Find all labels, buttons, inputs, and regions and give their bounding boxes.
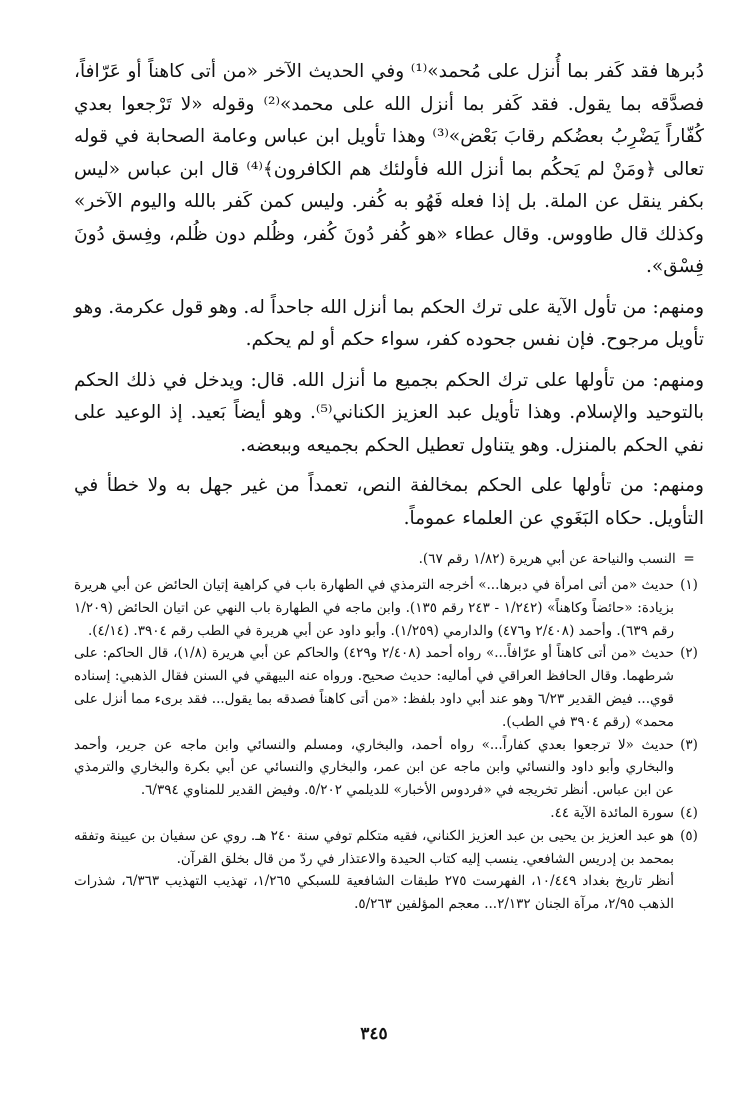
main-text [74,56,704,535]
paragraph-1: دُبرها فقد كَفر بما أُنزل على مُحمد»⁽¹⁾ وفي الحديث الآخر «من أتى كاهناً أو عَرّافاً، فصدَّقه بما يقول. فقد كَفر بما أنزل الله على محمد»⁽²⁾ وقوله «لا تَرْجعوا بعدي كُفّاراً يَضْرِبُ بعضُكم رقابَ بَعْض»⁽³⁾ وهذا تأويل ابن عباس وعامة الصحابة في قوله تعالى ﴿ومَنْ لم يَحكُم بما أنزل الله فأولئك هم الكافرون﴾⁽⁴⁾ قال ابن عباس «ليس بكفر ينقل عن الملة. بل إذا فعله فَهُو به كُفر. وليس كمن كَفر بالله واليوم الآخر» وكذلك قال طاووس. وقال عطاء «هو كُفر دُونَ كُفر، وظُلم دون ظُلم، وفِسق دُونَ فِسْق». [74,61,704,277]
continuation-marker: = [683,551,695,567]
footnote-text: حديث «من أتى كاهناً أو عرّافاً...» رواه أحمد (٢/٤٠٨ و٤٢٩) والحاكم عن أبي هريرة (١/٨)، قال الحاكم: على شرطهما. وقال الحافظ العراقي في أماليه: حديث صحيح. ورواه عنه البيهقي في السنن فقال الذهبي: إسناده قوي... فيض القدير ٦/٢٣ وهو عند أبي داود بلفظ: «من أتى كاهناً فصدقه بما يقول... فقد برىء مما أنزل على محمد» (رقم ٣٩٠٤ في الطب). [74,645,674,730]
paragraph-4: ومنهم: من تأولها على الحكم بمخالفة النص، تعمداً من غير جهل به ولا خطأ في التأويل. حكاه البَغَوي عن العلماء عموماً. [74,475,704,529]
footnote-5 [74,825,704,871]
footnote-2 [74,642,704,733]
footnote-number: (١) [680,577,698,593]
footnote-number: (٥) [680,827,698,844]
paragraph-3: ومنهم: من تأولها على ترك الحكم بجميع ما أنزل الله. قال: ويدخل في ذلك الحكم بالتوحيد والإسلام. وهذا تأويل عبد العزيز الكناني⁽⁵⁾. وهو أيضاً بَعيد. إذ الوعيد على نفي الحكم بالمنزل. وهو يتناول تعطيل الحكم بجميعه وببعضه. [74,369,704,456]
page-content [74,56,704,916]
footnote-number: (٢) [680,645,698,662]
footnotes [74,574,704,916]
footnote-text: سورة المائدة الآية ٤٤. [550,804,674,821]
page-number: ٣٤٥ [360,1024,388,1044]
footnote-number: (٣) [680,736,698,753]
footnote-4 [74,802,704,825]
footnote-continuation [74,549,704,570]
footnote-text: حديث «لا ترجعوا بعدي كفاراً...» رواه أحمد، والبخاري، ومسلم والنسائي وابن ماجه عن جرير، وأحمد والبخاري وأبو داود والنسائي وابن ماجه عن ابن عمر، والبخاري والنسائي عن أبي بكرة والبخاري والترمذي عن ابن عباس. أنظر تخريجه في «فردوس الأخبار» للديلمي ٥/٢٠٢. وفيض القدير للمناوي ٦/٣٩٤. [74,736,674,799]
footnote-3 [74,734,704,802]
paragraph-2: ومنهم: من تأول الآية على ترك الحكم بما أنزل الله جاحداً له. وهو قول عكرمة. وهو تأويل مرجوح. فإن نفس جحوده كفر، سواء حكم أو لم يحكم. [74,296,704,350]
footnote-text: حديث «من أتى امرأة في دبرها...» أخرجه الترمذي في الطهارة باب في كراهية إتيان الحائض عن أبي هريرة بزيادة: «حائضاً وكاهناً» (١/٢٤٢ - ٢٤٣ رقم ١٣٥). وابن ماجه في الطهارة باب النهي عن اتيان الحائض (١/٢٠٩ رقم ٦٣٩). وأحمد (٢/٤٠٨ و٤٧٦) والدارمي (١/٢٥٩). وأبو داود عن أبي هريرة في الطب رقم ٣٩٠٤. (٤/١٤). [74,577,674,639]
footnote-5-references: أنظر تاريخ بغداد ١٠/٤٤٩، الفهرست ٢٧٥ طبقات الشافعية للسبكي ١/٢٦٥، تهذيب التهذيب ٦/٣٦٣، شذرات الذهب ٢/٩٥، مرآة الجنان ٢/١٣٢... معجم المؤلفين ٥/٢٦٣. [74,873,674,913]
continuation-text: النسب والنياحة عن أبي هريرة (١/٨٢ رقم ٦٧). [418,551,676,567]
footnote-number: (٤) [680,804,698,821]
footnote-text: هو عبد العزيز بن يحيى بن عبد العزيز الكناني، فقيه متكلم توفي سنة ٢٤٠ هـ. روي عن سفيان بن عيينة وتفقه بمحمد بن إدريس الشافعي. ينسب إليه كتاب الحيدة والاعتذار في ردّ من قال بخلق القرآن. [74,827,674,867]
footnote-1 [74,574,704,642]
